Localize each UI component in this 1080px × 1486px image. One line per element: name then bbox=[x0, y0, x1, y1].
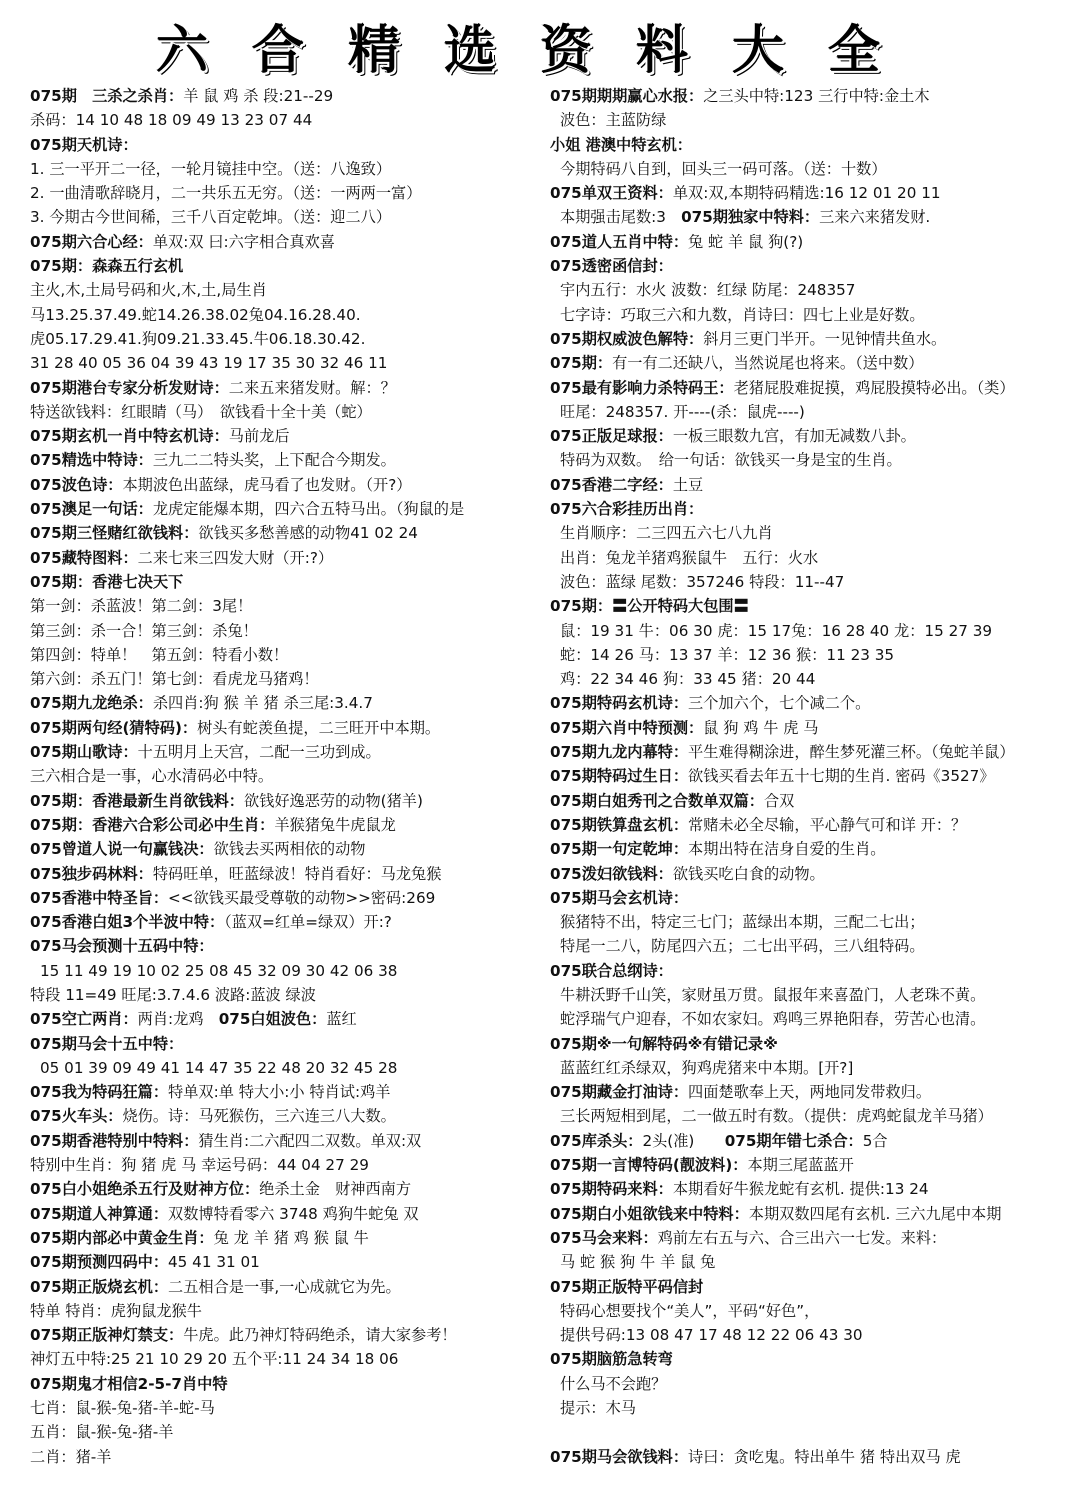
entry-text: 二肖：猪-羊 bbox=[30, 1447, 112, 1466]
entry-heading: 075期：香港七决天下 bbox=[30, 572, 184, 591]
entry-text: 二来五来猪发财。解：？ bbox=[228, 378, 396, 397]
entry-text: 第四剑：特单！ 第五剑：特看小数！ bbox=[30, 645, 289, 664]
right-line bbox=[550, 473, 1072, 497]
entry-text: 波色：主蓝防绿 bbox=[560, 111, 667, 130]
entry-text: 2头(准) bbox=[642, 1131, 725, 1150]
left-line bbox=[30, 254, 535, 278]
entry-text: 本期三尾蓝蓝开 bbox=[747, 1156, 854, 1175]
entry-heading: 075期※一句解特码※有错记录※ bbox=[550, 1034, 778, 1053]
left-line bbox=[30, 910, 535, 934]
right-line bbox=[550, 1250, 1072, 1274]
entry-text: 马前龙后 bbox=[228, 427, 290, 446]
right-line bbox=[550, 424, 1072, 448]
entry-heading: 小姐 港澳中特玄机： bbox=[550, 135, 692, 154]
entry-text: 第一剑：杀蓝波！第二剑：3尾！ bbox=[30, 597, 253, 616]
left-line bbox=[30, 570, 535, 594]
left-line bbox=[30, 133, 535, 157]
right-line bbox=[550, 1347, 1072, 1371]
entry-text: 之三头中特:123 三行中特:金土木 bbox=[703, 87, 930, 105]
entry-heading: 075期白小姐欲钱来中特料： bbox=[550, 1204, 749, 1223]
left-line bbox=[30, 351, 535, 375]
entry-heading: 075期特码来料： bbox=[550, 1180, 673, 1199]
entry-heading: 075空亡两肖： bbox=[30, 1010, 138, 1029]
entry-text: 三来六来猪发财. bbox=[819, 208, 931, 227]
entry-heading: 075期年错七杀合： bbox=[724, 1131, 863, 1150]
entry-heading: 075马会来料： bbox=[550, 1228, 658, 1247]
entry-heading: 075期预测四码中： bbox=[30, 1253, 169, 1272]
right-line bbox=[550, 376, 1072, 400]
entry-heading: 075最有影响力杀特码王： bbox=[550, 378, 734, 397]
entry-text: （蓝双=红单=绿双）开:? bbox=[224, 913, 392, 932]
entry-text: 牛虎。此乃神灯特码绝杀，请大家参考！ bbox=[183, 1326, 457, 1345]
entry-text: 猴猪特不出，特定三七门；蓝绿出本期，三配二七出； bbox=[560, 913, 925, 932]
left-line bbox=[30, 1396, 535, 1420]
entry-text: 双数博特看零六 3748 鸡狗牛蛇兔 双 bbox=[168, 1204, 419, 1223]
entry-text: 特码旺单，旺蓝绿波！特肖看好：马龙兔猴 bbox=[152, 864, 442, 883]
entry-text: 1. 三一平开二一径，一轮月镜挂中空。（送：八逸致） bbox=[30, 159, 392, 178]
left-line bbox=[30, 327, 535, 351]
entry-heading: 075澳足一句话： bbox=[30, 500, 153, 519]
entry-heading: 075正版足球报： bbox=[550, 427, 673, 446]
right-line bbox=[550, 619, 1072, 643]
entry-heading: 075藏特图料： bbox=[30, 548, 138, 567]
left-line bbox=[30, 1347, 535, 1371]
right-line bbox=[550, 133, 1072, 157]
entry-heading: 075期两句经(猜特码)： bbox=[30, 718, 198, 737]
entry-heading: 075期：香港六合彩公司必中生肖： bbox=[30, 815, 275, 834]
entry-text: 猜生肖:二六配四二双数。单双:双 bbox=[198, 1131, 422, 1150]
entry-heading: 075期 三杀之杀肖： bbox=[30, 87, 184, 105]
entry-text: 第三剑：杀一合！第三剑：杀兔！ bbox=[30, 621, 258, 640]
right-line bbox=[550, 1177, 1072, 1201]
entry-text: 特码心想要找个“美人”，平码“好色”， bbox=[560, 1301, 820, 1320]
right-line bbox=[550, 497, 1072, 521]
entry-text: 15 11 49 19 10 02 25 08 45 32 09 30 42 06 38 bbox=[40, 961, 398, 980]
left-line bbox=[30, 667, 535, 691]
entry-heading: 075透密函信封： bbox=[550, 257, 673, 276]
entry-text: 马 蛇 猴 狗 牛 羊 鼠 兔 bbox=[560, 1253, 716, 1272]
entry-text: 欲钱买多愁善感的动物41 02 24 bbox=[198, 524, 418, 543]
entry-heading: 075香港白姐3个半波中特： bbox=[30, 913, 225, 932]
entry-text: 特别中生肖：狗 猪 虎 马 幸运号码：44 04 27 29 bbox=[30, 1156, 369, 1175]
right-line bbox=[550, 230, 1072, 254]
entry-text: 旺尾：248357. 开----(杀：鼠虎----) bbox=[560, 402, 805, 421]
entry-text: 提示：木马 bbox=[560, 1399, 636, 1418]
left-line bbox=[30, 84, 535, 108]
right-line bbox=[550, 521, 1072, 545]
entry-heading: 075期独家中特料： bbox=[681, 208, 820, 227]
left-line bbox=[30, 230, 535, 254]
entry-text: 出肖：兔龙羊猪鸡猴鼠牛 五行：火水 bbox=[560, 548, 819, 567]
right-line bbox=[550, 1445, 1072, 1469]
left-line bbox=[30, 740, 535, 764]
entry-heading: 075期马会玄机诗： bbox=[550, 888, 689, 907]
entry-heading: 075期港台专家分析发财诗： bbox=[30, 378, 229, 397]
entry-heading: 075期铁算盘玄机： bbox=[550, 815, 689, 834]
entry-text: 二五相合是一事,一心成就它为先。 bbox=[168, 1277, 401, 1296]
entry-text: 本期强击尾数:3 bbox=[560, 208, 682, 227]
right-line bbox=[550, 594, 1072, 618]
entry-text: 欲钱好逸恶劳的动物(猪羊) bbox=[243, 791, 423, 810]
left-line bbox=[30, 716, 535, 740]
entry-heading: 075我为特码狂篇： bbox=[30, 1083, 169, 1102]
left-line bbox=[30, 1080, 535, 1104]
entry-text: 斜月三更门半开。一见钟情共鱼水。 bbox=[703, 329, 947, 348]
entry-text: 提供号码:13 08 47 17 48 12 22 06 43 30 bbox=[560, 1326, 863, 1345]
left-line bbox=[30, 789, 535, 813]
entry-heading: 075期道人神算通： bbox=[30, 1204, 169, 1223]
right-line bbox=[550, 1202, 1072, 1226]
entry-text: 鼠 狗 鸡 牛 虎 马 bbox=[703, 718, 819, 737]
left-line bbox=[30, 400, 535, 424]
right-line bbox=[550, 643, 1072, 667]
left-line bbox=[30, 157, 535, 181]
right-line bbox=[550, 983, 1072, 1007]
entry-heading: 075期内部必中黄金生肖： bbox=[30, 1228, 214, 1247]
entry-heading: 075白小姐绝杀五行及财神方位： bbox=[30, 1180, 260, 1199]
entry-text: 树头有蛇羡鱼提，二三旺开中本期。 bbox=[197, 718, 441, 737]
entry-heading: 075期期期赢心水报： bbox=[550, 87, 704, 105]
left-line bbox=[30, 1323, 535, 1347]
right-line bbox=[550, 740, 1072, 764]
right-line bbox=[550, 254, 1072, 278]
left-line bbox=[30, 205, 535, 229]
entry-text: 特尾一二八，防尾四六五；二七出平码，三八组特码。 bbox=[560, 937, 925, 956]
entry-text: 七字诗：巧取三六和九数，肖诗曰：四七上业是好数。 bbox=[560, 305, 925, 324]
left-line bbox=[30, 934, 535, 958]
right-line bbox=[550, 1104, 1072, 1128]
entry-heading: 075独步码林料： bbox=[30, 864, 153, 883]
right-line bbox=[550, 546, 1072, 570]
entry-heading: 075泼妇欲钱料： bbox=[550, 864, 673, 883]
page-title: 六合精选资料大全 bbox=[155, 21, 924, 81]
right-line bbox=[550, 691, 1072, 715]
entry-text: 本期波色出蓝绿，虎马看了也发财。（开?） bbox=[122, 475, 412, 494]
entry-text: 五肖：鼠-猴-兔-猪-羊 bbox=[30, 1423, 174, 1442]
right-line bbox=[550, 959, 1072, 983]
left-line bbox=[30, 108, 535, 132]
entry-text: 宇内五行：水火 波数：红绿 防尾：248357 bbox=[560, 281, 856, 300]
entry-text: 兔 蛇 羊 鼠 狗(?) bbox=[688, 232, 804, 251]
left-line bbox=[30, 278, 535, 302]
entry-text: 绝杀土金 财神西南方 bbox=[259, 1180, 412, 1199]
left-line bbox=[30, 1129, 535, 1153]
right-line bbox=[550, 1226, 1072, 1250]
entry-text: 特送欲钱料：红眼睛（马） 欲钱看十全十美（蛇） bbox=[30, 402, 372, 421]
entry-text: 鸡：22 34 46 狗：33 45 猪：20 44 bbox=[560, 670, 816, 689]
entry-heading: 075期：〓公开特码大包围〓 bbox=[550, 597, 749, 616]
entry-text: 牛耕沃野千山笑，家财虽万贯。鼠报年来喜盈门，人老珠不黄。 bbox=[560, 985, 986, 1004]
entry-text: 神灯五中特:25 21 10 29 20 五个平:11 24 34 18 06 bbox=[30, 1350, 399, 1369]
entry-text: 七肖：鼠-猴-兔-猪-羊-蛇-马 bbox=[30, 1399, 215, 1418]
right-line bbox=[550, 327, 1072, 351]
entry-text: 马13.25.37.49.蛇14.26.38.02兔04.16.28.40. bbox=[30, 305, 361, 324]
left-line bbox=[30, 1177, 535, 1201]
right-line bbox=[550, 1396, 1072, 1420]
entry-text: 三六相合是一事，心水清码必中特。 bbox=[30, 767, 273, 786]
entry-heading: 075期正版特平码信封 bbox=[550, 1277, 704, 1296]
entry-text: 有一有二还缺八，当然说尾也将来。（送中数） bbox=[612, 354, 924, 373]
entry-heading: 075期香港特别中特料： bbox=[30, 1131, 199, 1150]
entry-text: 单双:双 曰:六字相合真欢喜 bbox=[152, 232, 335, 251]
entry-text: 31 28 40 05 36 04 39 43 19 17 35 30 32 46 11 bbox=[30, 354, 388, 373]
right-line bbox=[550, 1129, 1072, 1153]
left-line bbox=[30, 983, 535, 1007]
left-line bbox=[30, 1372, 535, 1396]
left-line bbox=[30, 594, 535, 618]
entry-text: 本期出特在洁身自爱的生肖。 bbox=[688, 840, 886, 859]
right-line bbox=[550, 667, 1072, 691]
left-line bbox=[30, 1056, 535, 1080]
entry-heading: 075曾道人说一句赢钱决： bbox=[30, 840, 214, 859]
left-line bbox=[30, 691, 535, 715]
entry-text: 三九二二特头奖，上下配合今期发。 bbox=[152, 451, 396, 470]
entry-text: 四面楚歌奉上天，两地同发带救归。 bbox=[688, 1083, 932, 1102]
entry-heading: 075期六合心经： bbox=[30, 232, 153, 251]
entry-heading: 075精选中特诗： bbox=[30, 451, 153, 470]
right-line bbox=[550, 400, 1072, 424]
entry-heading: 075联合总纲诗： bbox=[550, 961, 673, 980]
left-line bbox=[30, 1445, 535, 1469]
entry-heading: 075期马会十五中特： bbox=[30, 1034, 184, 1053]
right-line bbox=[550, 108, 1072, 132]
entry-heading: 075期玄机一肖中特玄机诗： bbox=[30, 427, 229, 446]
left-line bbox=[30, 1299, 535, 1323]
entry-text: 龙虎定能爆本期，四六合五特马出。（狗鼠的是 bbox=[152, 500, 465, 519]
entry-text: 蛇：14 26 马：13 37 羊：12 36 猴：11 23 35 bbox=[560, 645, 895, 664]
entry-heading: 075期：香港最新生肖欲钱料： bbox=[30, 791, 244, 810]
right-line bbox=[550, 1153, 1072, 1177]
right-line bbox=[550, 1372, 1072, 1396]
entry-text: 蓝蓝红红杀绿双，狗鸡虎猪来中本期。[开?] bbox=[560, 1058, 854, 1077]
left-line bbox=[30, 1226, 535, 1250]
entry-heading: 075香港二字经： bbox=[550, 475, 673, 494]
entry-text: 本期看好牛猴龙蛇有玄机. 提供:13 24 bbox=[672, 1180, 929, 1199]
left-line bbox=[30, 764, 535, 788]
left-line bbox=[30, 959, 535, 983]
entry-text: 特单双:单 特大小:小 特肖试:鸡羊 bbox=[168, 1083, 391, 1102]
entry-text: 羊猴猪兔牛虎鼠龙 bbox=[274, 815, 396, 834]
entry-text: 鼠：19 31 牛：06 30 虎：15 17兔：16 28 40 龙：15 27 39 bbox=[560, 621, 993, 640]
left-line bbox=[30, 1420, 535, 1444]
entry-heading: 075期九龙内幕特： bbox=[550, 743, 689, 762]
entry-text: 2. 一曲清歌辞晓月，二一共乐五无穷。（送：一两两一富） bbox=[30, 184, 422, 203]
entry-text: 老猪屁股难捉摸，鸡屁股摸特必出。（类） bbox=[733, 378, 1015, 397]
entry-text: 烧伤。诗：马死猴伤，三六连三八大数。 bbox=[122, 1107, 396, 1126]
entry-heading: 075期一句定乾坤： bbox=[550, 840, 689, 859]
entry-heading: 075期白姐秀刊之合数单双篇： bbox=[550, 791, 764, 810]
entry-text: 平生难得糊涂进，醉生梦死灌三杯。（兔蛇羊鼠） bbox=[688, 743, 1015, 762]
right-line bbox=[550, 813, 1072, 837]
entry-heading: 075期藏金打油诗： bbox=[550, 1083, 689, 1102]
left-line bbox=[30, 181, 535, 205]
entry-text: 5合 bbox=[862, 1131, 888, 1150]
entry-text: 欲钱买看去年五十七期的生肖. 密码《3527》 bbox=[688, 767, 995, 786]
entry-heading: 075期三怪赌红欲钱料： bbox=[30, 524, 199, 543]
entry-text: 05 01 39 09 49 41 14 47 35 22 48 20 32 45 28 bbox=[40, 1058, 398, 1077]
left-line bbox=[30, 497, 535, 521]
entry-text: 45 41 31 01 bbox=[168, 1253, 260, 1272]
entry-heading: 075香港中特圣旨： bbox=[30, 888, 169, 907]
entry-text: 虎05.17.29.41.狗09.21.33.45.牛06.18.30.42. bbox=[30, 329, 366, 348]
entry-heading: 075库杀头： bbox=[550, 1131, 643, 1150]
entry-text: 蓝红 bbox=[326, 1010, 357, 1029]
entry-heading: 075波色诗： bbox=[30, 475, 123, 494]
right-line bbox=[550, 157, 1072, 181]
entry-text: 杀码：14 10 48 18 09 49 13 23 07 44 bbox=[30, 111, 313, 130]
left-line bbox=[30, 303, 535, 327]
entry-text: 二来七来三四发大财（开:?） bbox=[137, 548, 334, 567]
entry-heading: 075期天机诗： bbox=[30, 135, 138, 154]
left-line bbox=[30, 1032, 535, 1056]
right-line bbox=[550, 303, 1072, 327]
right-line bbox=[550, 1299, 1072, 1323]
left-line bbox=[30, 448, 535, 472]
entry-text: 合双 bbox=[763, 791, 795, 810]
entry-heading: 075期： bbox=[550, 354, 613, 373]
right-line bbox=[550, 910, 1072, 934]
entry-text: 常赌未必全尽输，平心静气可和详 开：？ bbox=[688, 815, 967, 834]
entry-heading: 075期正版神灯禁支： bbox=[30, 1326, 184, 1345]
left-column bbox=[30, 84, 535, 1469]
entry-text: 两肖:龙鸡 bbox=[137, 1010, 219, 1029]
right-line bbox=[550, 1056, 1072, 1080]
left-line bbox=[30, 424, 535, 448]
right-line bbox=[550, 205, 1072, 229]
left-line bbox=[30, 862, 535, 886]
entry-text: 一板三眼数九宫，有加无减数八卦。 bbox=[672, 427, 916, 446]
left-line bbox=[30, 1007, 535, 1031]
right-line bbox=[550, 1275, 1072, 1299]
entry-text: 三个加六个，七个减二个。 bbox=[688, 694, 871, 713]
right-line bbox=[550, 934, 1072, 958]
entry-heading: 075期马会欲钱料： bbox=[550, 1447, 689, 1466]
entry-text: 欲钱买吃白食的动物。 bbox=[672, 864, 825, 883]
entry-text: 鸡前左右五与六、合三出六一七发。来料： bbox=[657, 1228, 947, 1247]
right-line bbox=[550, 84, 1072, 108]
right-line bbox=[550, 862, 1072, 886]
right-line bbox=[550, 181, 1072, 205]
entry-text: 本期双数四尾有玄机. 三六九尾中本期 bbox=[748, 1204, 1002, 1223]
entry-heading: 075火车头： bbox=[30, 1107, 123, 1126]
entry-heading: 075期一言博特码(靓波料)： bbox=[550, 1156, 748, 1175]
entry-heading: 075期正版烧玄机： bbox=[30, 1277, 169, 1296]
entry-text: 杀四肖:狗 猴 羊 猪 杀三尾:3.4.7 bbox=[152, 694, 373, 713]
right-column bbox=[550, 84, 1072, 1469]
left-line bbox=[30, 1250, 535, 1274]
entry-text: 十五明月上天宫，二配一三功到成。 bbox=[137, 743, 381, 762]
entry-heading: 075单双王资料： bbox=[550, 184, 673, 203]
right-line bbox=[550, 837, 1072, 861]
entry-heading: 075期：森森五行玄机 bbox=[30, 257, 184, 276]
right-line bbox=[550, 1007, 1072, 1031]
left-line bbox=[30, 546, 535, 570]
entry-text: 土豆 bbox=[672, 475, 704, 494]
right-line bbox=[550, 278, 1072, 302]
left-line bbox=[30, 1202, 535, 1226]
entry-heading: 075期脑筋急转弯 bbox=[550, 1350, 673, 1369]
entry-text: 主火,木,土局号码和火,木,土,局生肖 bbox=[30, 281, 267, 300]
entry-heading: 075期特码玄机诗： bbox=[550, 694, 689, 713]
right-line bbox=[550, 716, 1072, 740]
right-line bbox=[550, 789, 1072, 813]
entry-heading: 075道人五肖中特： bbox=[550, 232, 689, 251]
entry-text: 单双:双,本期特码精选:16 12 01 20 11 bbox=[672, 184, 941, 203]
right-line bbox=[550, 570, 1072, 594]
entry-text: 特单 特肖：虎狗鼠龙猴牛 bbox=[30, 1301, 202, 1320]
entry-text: 今期特码八自到，回头三一码可落。（送：十数） bbox=[560, 159, 887, 178]
left-line bbox=[30, 1275, 535, 1299]
entry-text: 兔 龙 羊 猪 鸡 猴 鼠 牛 bbox=[213, 1228, 369, 1247]
left-line bbox=[30, 473, 535, 497]
right-line bbox=[550, 1080, 1072, 1104]
entry-text: 生肖顺序：二三四五六七八九肖 bbox=[560, 524, 773, 543]
entry-heading: 075期九龙绝杀： bbox=[30, 694, 153, 713]
entry-text: <<欲钱买最受尊敬的动物>>密码:269 bbox=[168, 888, 436, 907]
entry-text: 欲钱去买两相依的动物 bbox=[213, 840, 366, 859]
entry-heading: 075期六肖中特预测： bbox=[550, 718, 704, 737]
entry-text: 什么马不会跑？ bbox=[560, 1374, 667, 1393]
entry-text: 特码为双数。 给一句话：欲钱买一身是宝的生肖。 bbox=[560, 451, 902, 470]
left-line bbox=[30, 886, 535, 910]
left-line bbox=[30, 1153, 535, 1177]
entry-heading: 075六合彩挂历出肖： bbox=[550, 500, 704, 519]
entry-text: 特段 11=49 旺尾:3.7.4.6 波路:蓝波 绿波 bbox=[30, 985, 316, 1004]
left-line bbox=[30, 619, 535, 643]
right-line bbox=[550, 886, 1072, 910]
title-banner bbox=[0, 0, 1080, 84]
left-line bbox=[30, 837, 535, 861]
right-line bbox=[550, 1323, 1072, 1347]
left-line bbox=[30, 1104, 535, 1128]
left-line bbox=[30, 521, 535, 545]
right-line bbox=[550, 448, 1072, 472]
entry-text: 第六剑：杀五门！第七剑：看虎龙马猪鸡！ bbox=[30, 670, 319, 689]
entry-text: 蛇浮瑞气户迎春，不如农家妇。鸡鸣三界艳阳春，劳苦心也清。 bbox=[560, 1010, 986, 1029]
entry-text: 波色：蓝绿 尾数：357246 特段：11--47 bbox=[560, 572, 845, 591]
entry-heading: 075期特码过生日： bbox=[550, 767, 689, 786]
entry-heading: 075期权威波色解特： bbox=[550, 329, 704, 348]
left-line bbox=[30, 813, 535, 837]
entry-text: 诗曰：贪吃鬼。特出单牛 猪 特出双马 虎 bbox=[688, 1447, 961, 1466]
entry-text: 羊 鼠 鸡 杀 段:21--29 bbox=[183, 87, 334, 105]
left-line bbox=[30, 643, 535, 667]
entry-text: 三长两短相到尾，二一做五时有数。（提供：虎鸡蛇鼠龙羊马猪） bbox=[560, 1107, 993, 1126]
entry-heading: 075期鬼才相信2-5-7肖中特 bbox=[30, 1374, 228, 1393]
entry-text: 3. 今期古今世间稀，三千八百定乾坤。（送：迎二八） bbox=[30, 208, 392, 227]
entry-heading: 075期山歌诗： bbox=[30, 743, 138, 762]
right-line bbox=[550, 351, 1072, 375]
entry-heading: 075马会预测十五码中特： bbox=[30, 937, 214, 956]
left-line bbox=[30, 376, 535, 400]
right-line bbox=[550, 1420, 1072, 1444]
right-line bbox=[550, 764, 1072, 788]
right-line bbox=[550, 1032, 1072, 1056]
entry-heading: 075白姐波色： bbox=[218, 1010, 327, 1029]
